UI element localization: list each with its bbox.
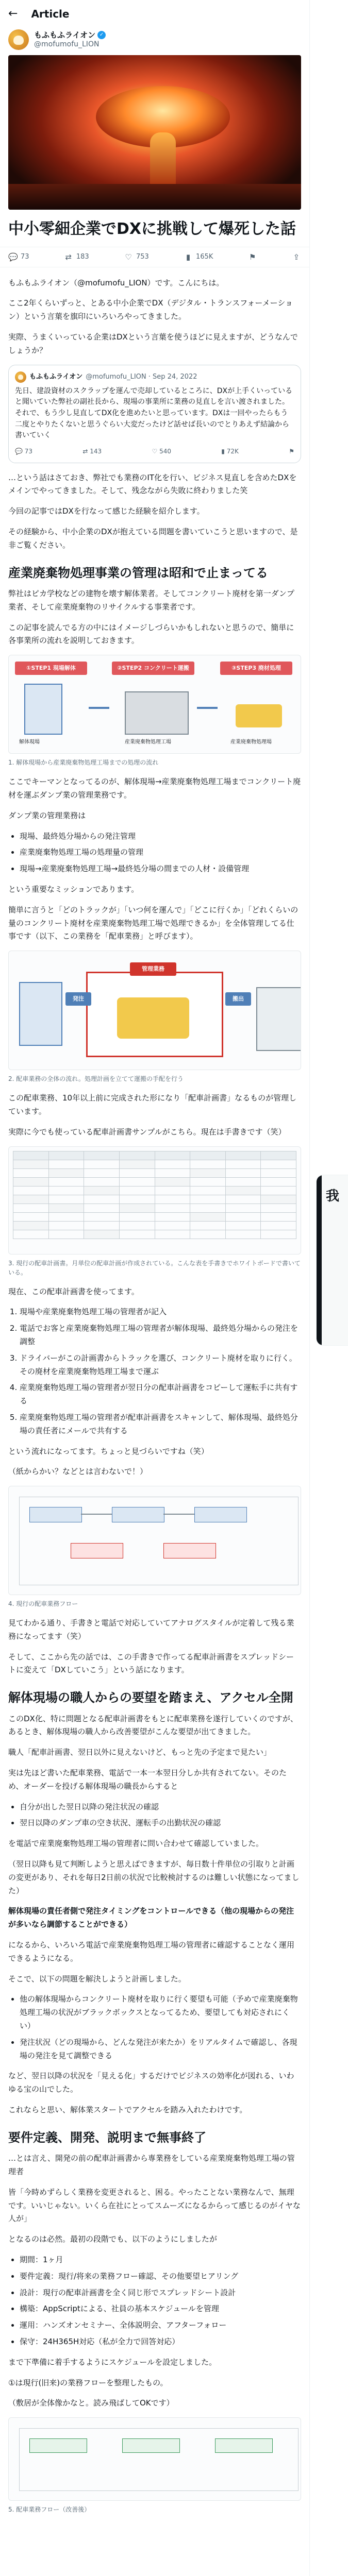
paragraph: …という話はさておき、弊社でも業務のIT化を行い、ビジネス見直しを含めたDXをメインでやってきました。そして、残念ながら失敗に終わりました笑: [8, 472, 297, 496]
paragraph: まで下準備に着手するようにスケジュールを設定しました。: [8, 2357, 217, 2367]
workflow-node: [29, 1507, 82, 1522]
paragraph: （敷居が全体像かなと。読み飛ばしてOKです）: [8, 2398, 174, 2408]
flow-step-box: ③STEP3 廃材処理: [220, 662, 292, 675]
workflow-node: [215, 2438, 273, 2453]
arrow: [163, 1514, 194, 1515]
section-heading: 産業廃棄物処理事業の管理は昭和で止まってる: [8, 565, 268, 580]
paragraph: 今回の記事ではDXを行なって感じた経験を紹介します。: [8, 506, 205, 516]
back-arrow-icon[interactable]: ←: [8, 7, 18, 20]
paragraph: となるのは必然。最初の段階でも、以下のようにしましたが: [8, 2234, 218, 2244]
avatar[interactable]: [8, 29, 29, 50]
workflow-node: [112, 1507, 164, 1522]
workflow-node: [122, 2438, 180, 2453]
list-item: 1. 現場や産業廃棄物処理工場の管理者が記入: [20, 1306, 301, 1319]
figure-improved-workflow: [8, 2417, 301, 2501]
list-item: • 自分が出した翌日以降の発注状況の確認: [20, 1801, 301, 1814]
figure-caption: 4. 現行の配車業務フロー: [8, 1600, 78, 1608]
paragraph: …とは言え、開発の前の配車計画書から専業務をしている産業廃棄物処理工場の管理者: [8, 2154, 295, 2176]
list-item: • 産業廃棄物処理工場の処理量の管理: [20, 846, 301, 859]
paragraph: 実は先ほど書いた配車業務、電話で一本一本翌日分しか共有されてない。そのため、オーダーを投げる解体現場の職長からすると: [8, 1768, 287, 1791]
quote-replies[interactable]: 💬 73: [15, 448, 33, 455]
top-bar: [0, 0, 309, 27]
paragraph: ①は現行(旧来)の業務フローを整理したもの。: [8, 2378, 168, 2387]
list-item: • 保守：24H365H対応（私が全力で回答対応）: [20, 2335, 301, 2349]
card-accent-bar: [317, 1175, 322, 1345]
paragraph: 皆「今時めずらしく業務を変更されると、困る。やったことない業務なんで、無理です。いいじゃない。いくら在社にとってスムーズになるからって感じるのがイヤな人が」: [8, 2187, 301, 2224]
heart-icon: ♡: [125, 252, 132, 262]
list-item: 2. 電話でお客と産業廃棄物処理工場の管理者が解体現場、最終処分場からの発注を調整: [20, 1322, 301, 1349]
paragraph: その経験から、中小企業のDXが抱えている問題を書いていこうと思いますので、是非ご覧ください。: [8, 527, 298, 550]
share-button[interactable]: [292, 252, 301, 262]
list-item: • 期間：1ヶ月: [20, 2253, 301, 2267]
paragraph: など、翌日以降の状況を「見える化」するだけでビジネスの効率化が図れる、いわゆる宝の山でした。: [8, 2071, 294, 2094]
paragraph: 見てわかる通り、手書きと電話で対応していてアナログスタイルが定着して残る業務になってます（笑）: [8, 1618, 294, 1641]
article-title: 中小零細企業でDXに挑戦して爆死した話: [8, 220, 296, 238]
list-item: • 発注状況（どの現場から、どんな発注が来たか）をリアルタイムで確認し、各現場の発注を見て調整できる: [20, 2036, 301, 2063]
paragraph: という重要なミッションであります。: [8, 884, 139, 894]
paragraph: 簡単に言うと「どのトラックが」「いつ何を運んで」「どこに行くか」「どれくらいの量のコンクリート廃材を産業廃棄物処理工場で処理できるか」を全体管理してる仕事です（以下、この業務を「配車業務」と呼びます）。: [8, 905, 299, 941]
paragraph: この記事を読んでる方の中にはイメージしづらいかもしれないと思うので、簡単に各事業所の流れを説明しておきます。: [8, 622, 294, 646]
author-name[interactable]: もふもふライオン: [34, 30, 96, 40]
arrow: [81, 1514, 112, 1515]
paragraph: （翌日以降も見て判断しようと思えばできますが、毎日数十件単位の引取りと計画の変更があり、それを毎日2日前の状況で比較検討するのは難しい状態になってました）: [8, 1859, 300, 1895]
paragraph: （紙からかい？などとは言わないで！）: [8, 1467, 148, 1477]
list-item: • 運用：ハンズオンセミナー、全体説明会、アフターフォロー: [20, 2319, 301, 2332]
paragraph: この配車業務、10年以上前に完成された形になり「配車計画書」なるものが管理しています。: [8, 1093, 297, 1116]
flow-step-box: ①STEP1 現場解体: [15, 662, 87, 675]
paragraph: という流れになってます。ちょっと見づらいですね（笑）: [8, 1446, 209, 1456]
paragraph: ダンプ業の管理業務は: [8, 810, 86, 820]
paragraph: そして、ここから先の話では、この手書きで作ってる配車計画書をスプレッドシートに変えて「DXしていこう」という話になります。: [8, 1652, 294, 1675]
list-item: 4. 産業廃棄物処理工場の管理者が翌日分の配車計画書をコピーして運転手に共有する: [20, 1381, 301, 1408]
views-icon: ▮: [186, 252, 191, 262]
paragraph: このDX化、特に問題となる配車計画書をもとに配車業務を遂行していくのですが、あるとき、解体現場の職人から改善要望がこんな要望が出てきました。: [8, 1714, 298, 1737]
paragraph: 実際に今でも使っている配車計画書サンプルがこちら。現在は手書きです（笑）: [8, 1127, 286, 1137]
hero-image: [8, 55, 301, 210]
paragraph: 弊社はピカ学校などの建物を壊す解体業者。そしてコンクリート廃材を第一ダンプ業者、そして産業廃棄物のリサイクルする事業者です。: [8, 588, 294, 612]
building-illustration: [19, 982, 62, 1046]
figure-label: 解体現場: [19, 739, 40, 745]
list-item: • 構築：AppScriptによる、社員の基本スケジュールを管理: [20, 2302, 301, 2316]
figure-dispatch-overview: [8, 951, 301, 1070]
paragraph: もふもふライオン（@mofumofu_LION）です。こんにちは。: [8, 278, 224, 287]
repost-button[interactable]: ⇄ 183: [64, 252, 89, 262]
paragraph: 職人「配車計画書、翌日以外に見えないけど、もっと先の予定まで見たい」: [8, 1748, 272, 1757]
paragraph: になるから、いろいろ電話で産業廃棄物処理工場の管理者に確認することなく運用できるようになる。: [8, 1940, 295, 1963]
quote-reposts[interactable]: ⇄ 143: [82, 448, 102, 455]
card-peek-text: 我: [326, 1189, 340, 1204]
repost-icon: ⇄: [65, 252, 72, 262]
figure-label: 産業廃棄物処理工場: [125, 739, 171, 745]
paragraph-bold: 解体現場の責任者側で発注タイミングをコントロールできる（他の現場からの発注が多いなら調節することができる）: [8, 1906, 294, 1929]
numbered-list: [8, 1306, 301, 1437]
section-heading: 解体現場の職人からの要望を踏まえ、アクセル全開: [8, 1690, 293, 1705]
workflow-node: [71, 1543, 123, 1558]
arrow: [197, 707, 218, 709]
facility-illustration: [256, 987, 301, 1051]
share-icon: ⇪: [293, 252, 300, 262]
workflow-node: [194, 1507, 247, 1522]
author-handle[interactable]: @mofumofu_LION: [34, 40, 100, 48]
article-body: [0, 267, 309, 2515]
page-title: Article: [31, 7, 70, 20]
adjacent-card-peek[interactable]: [316, 1175, 348, 1346]
action-bar: [0, 247, 309, 267]
quote-views[interactable]: ▮ 72K: [221, 448, 239, 455]
list-item: 5. 産業廃棄物処理工場の管理者が配車計画書をスキャンして、解体現場、最終処分場の責任者にメールで共有する: [20, 1411, 301, 1438]
quoted-post[interactable]: [8, 365, 301, 463]
bullet-list: [8, 1993, 301, 2062]
figure-caption: 3. 現行の配車計画書。月単位の配車計画が作成されている。こんな表を手書きでホワイトボードで書いている。: [8, 1259, 301, 1276]
figure-workflow: [8, 1486, 301, 1595]
order-label: 発注: [65, 992, 91, 1006]
paragraph: ここでキーマンとなってるのが、解体現場→産業廃棄物処理工場までコンクリート廃材を運ぶダンプ業の管理業務です。: [8, 777, 301, 800]
paragraph: これならと思い、解体業スタートでアクセルを踏み入れたわけです。: [8, 2105, 247, 2114]
quote-author-handle: @mofumofu_LION · Sep 24, 2022: [86, 372, 197, 381]
explosion-ground: [8, 184, 301, 210]
paragraph: ここ2年くらいずっと、とある中小企業でDX（デジタル・トランスフォーメーション）という言葉を旗印にいろいろやってきました。: [8, 298, 293, 321]
figure-caption: 2. 配車業務の全体の流れ。処理計画を立てて運搬の手配を行う: [8, 1075, 184, 1083]
quote-author-name: もふもふライオン: [29, 372, 83, 381]
list-item: • 翌日以降のダンプ車の空き状況、運転手の出勤状況の確認: [20, 1817, 301, 1830]
paragraph: 現在、この配車計画書を使ってます。: [8, 1286, 139, 1296]
truck-illustration: [117, 997, 189, 1039]
reply-button[interactable]: 💬 73: [8, 252, 29, 262]
quote-stats: [15, 447, 294, 456]
list-item: • 現場、最終処分場からの発注管理: [20, 830, 301, 843]
paragraph: そこで、以下の問題を解決しようと計画しました。: [8, 1974, 186, 1984]
dispatch-sheet-table: [13, 1151, 296, 1239]
quote-text: 先日、建設資材のスクラップを運んで売却しているところに、DXが上手くいっていると聞いていた弊社の副社長から、現場の事業所に業務の見直しを言い渡されました。それで、もう少し見直してDX化を進めたいと思っています。DXは一回やったらもう二度とやりたくないと思うぐらい大変だったけど話せば長いのでとりあえず結論から書いていく: [15, 386, 293, 440]
arrow: [89, 707, 109, 709]
figure-process-flow: [8, 655, 301, 754]
management-label: 管理業務: [130, 962, 176, 976]
list-item: 3. ドライバーがこの計画書からトラックを選び、コンクリート廃材を取りに行く。その廃材を産業廃棄物処理工場まで運ぶ: [20, 1352, 301, 1379]
list-item: • 現場→産業廃棄物処理工場→最終処分場の間までの人材・設備管理: [20, 862, 301, 876]
quote-likes[interactable]: ♡ 540: [152, 448, 171, 455]
author-row[interactable]: [0, 27, 309, 55]
figure-caption: 5. 配車業務フロー（改善後）: [8, 2506, 91, 2514]
figure-caption: 1. 解体現場から産業廃棄物処理工場までの処理の流れ: [8, 759, 159, 767]
section-heading: 要件定義、開発、説明まで無事終了: [8, 2130, 206, 2145]
workflow-frame: [19, 2428, 299, 2491]
bookmark-button[interactable]: [248, 252, 257, 262]
bullet-list: [8, 2253, 301, 2349]
workflow-node: [163, 1543, 216, 1558]
quote-avatar: [15, 371, 26, 383]
bookmark-icon: ⚑: [248, 252, 256, 262]
truck-illustration: [236, 704, 282, 727]
verified-icon: ✓: [97, 31, 106, 39]
list-item: • 要件定義：現行/将来の業務フロー確認、その他要望ヒアリング: [20, 2270, 301, 2283]
quote-bookmark-icon[interactable]: ⚑: [289, 448, 294, 455]
building-illustration: [24, 684, 62, 735]
list-item: • 設計：現行の配車計画書を全く同じ形でスプレッドシート設計: [20, 2286, 301, 2300]
like-button[interactable]: ♡ 753: [124, 252, 149, 262]
bullet-list: [8, 830, 301, 876]
carry-out-label: 搬出: [225, 992, 251, 1006]
views-button[interactable]: ▮ 165K: [184, 252, 213, 262]
bullet-list: [8, 1801, 301, 1831]
paragraph: を電話で産業廃棄物処理工場の管理者に問い合わせて確認していました。: [8, 1839, 264, 1849]
factory-illustration: [125, 691, 189, 735]
figure-label: 産業廃棄物処理場: [230, 739, 272, 745]
workflow-node: [29, 2438, 87, 2453]
paragraph: 実際、うまくいっている企業はDXという言葉を使うほどに見えますが、どうなんでしょうか？: [8, 332, 298, 355]
figure-dispatch-sheet: [8, 1146, 301, 1255]
right-gutter: [310, 0, 348, 2576]
reply-icon: 💬: [8, 252, 18, 262]
list-item: • 他の解体現場からコンクリート廃材を取りに行く要望も可能（予めで産業廃棄物処理工場の状況がブラックボックスとなってるため、要望しても対応されにくい）: [20, 1993, 301, 2032]
flow-step-box: ②STEP2 コンクリート運搬: [112, 662, 194, 675]
